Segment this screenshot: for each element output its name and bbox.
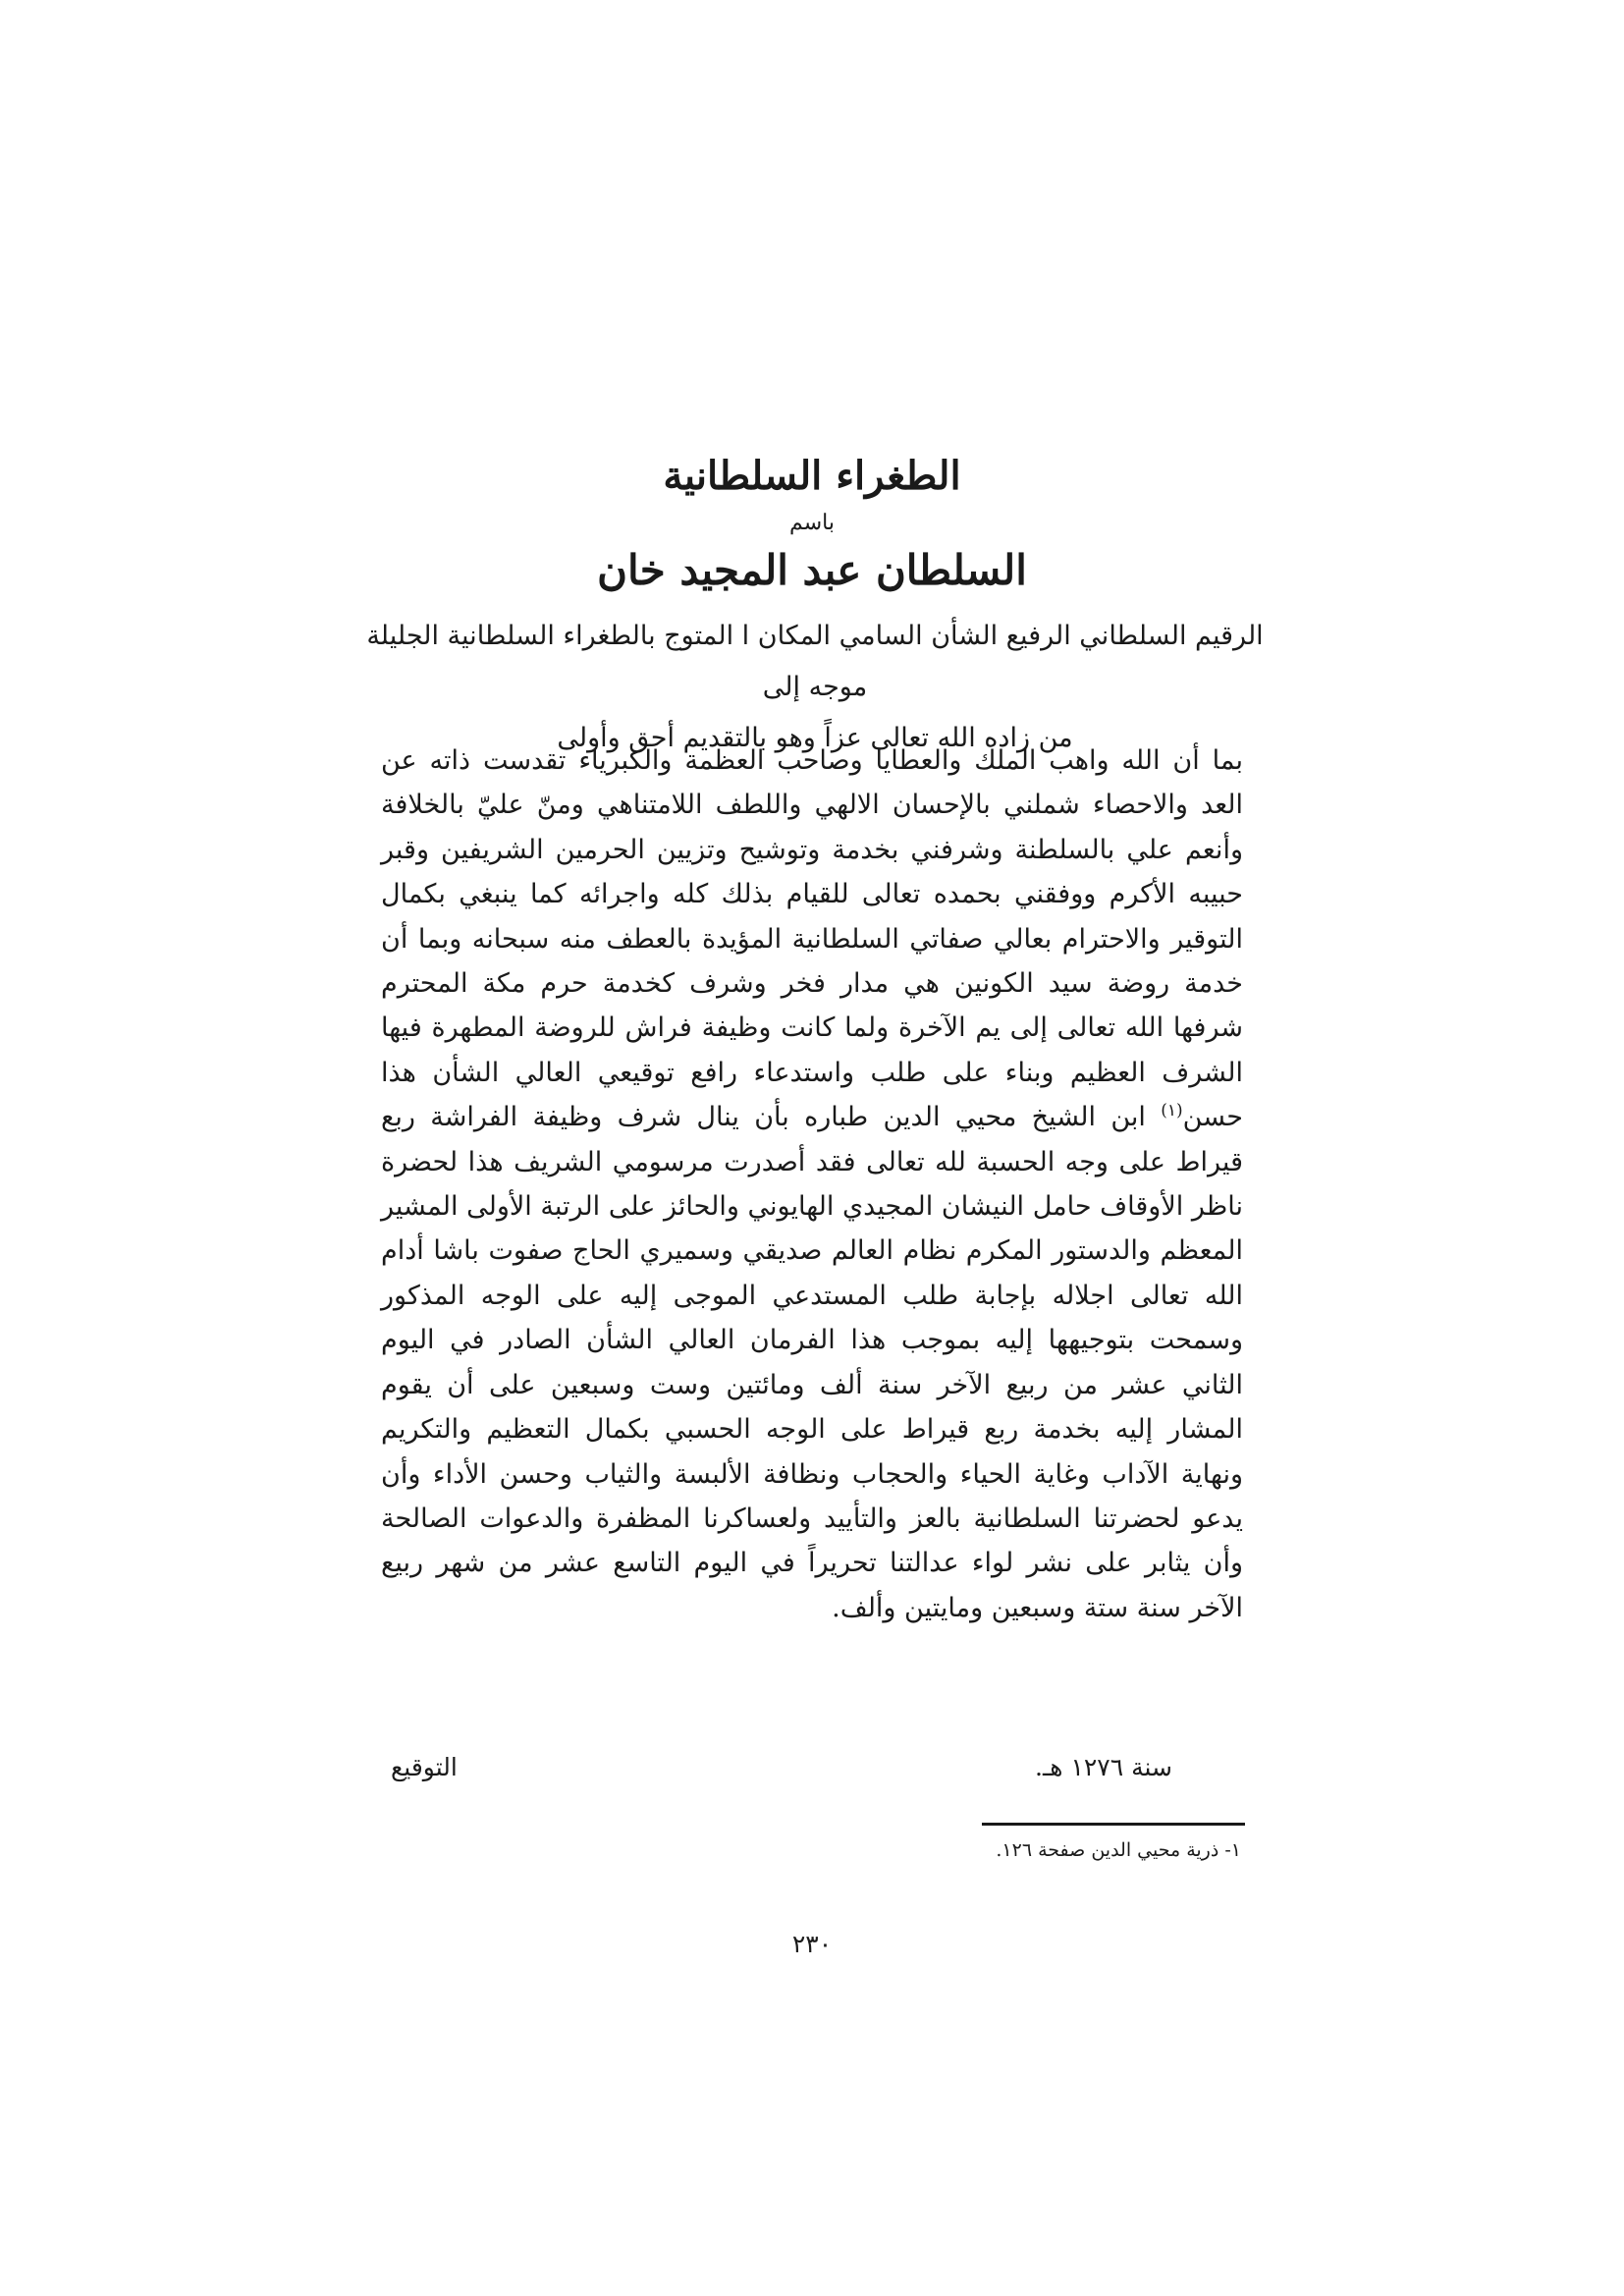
footnote: ١- ذرية محيي الدين صفحة ١٢٦.	[996, 1839, 1241, 1861]
signature-row	[381, 1746, 1243, 1789]
bism-label: باسم	[789, 511, 835, 535]
decree-date: سنة ١٢٧٦ هـ.	[1035, 1753, 1172, 1781]
intro-line-1: الرقيم السلطاني الرفيع الشأن السامي المكان ا المتوج بالطغراء السلطانية الجليلة موجه إلى	[366, 621, 1264, 702]
signature-label: التوقيع	[391, 1753, 458, 1781]
document-title: الطغراء السلطانية	[663, 453, 961, 499]
sultan-name-heading: السلطان عبد المجيد خان	[597, 546, 1027, 594]
decree-text-part-1: بما أن الله واهب الملك والعطايا وصاحب العظمة والكبرياء تقدست ذاته عن العد والاحصاء شملني بالإحسان الالهي واللطف اللامتناهي ومنّ عليّ بالخلافة وأنعم علي بالسلطنة وشرفني بخدمة وتوشيح وتزيين الحرمين الشريفين وقبر حبيبه الأكرم ووفقني بحمده تعالى للقيام بذلك كله واجرائه كما ينبغي بكمال التوقير والاحترام بعالي صفاتي السلطانية المؤيدة بالعطف منه سبحانه وبما أن خدمة روضة سيد الكونين هي مدار فخر وشرف كخدمة حرم مكة المحترم شرفها الله تعالى إلى يم الآخرة ولما كانت وظيفة فراش للروضة المطهرة فيها الشرف العظيم وبناء على طلب واستدعاء رافع توقيعي العالي الشأن هذا حسن	[381, 745, 1243, 1133]
page-number: ٢٣٠	[791, 1930, 833, 1958]
decree-text-part-2: ابن الشيخ محيي الدين طباره بأن ينال شرف وظيفة الفراشة ربع قيراط على وجه الحسبة لله تعالى فقد أصدرت مرسومي الشريف هذا لحضرة ناظر الأوقاف حامل النيشان المجيدي الهايوني والحائز على الرتبة الأولى المشير المعظم والدستور المكرم نظام العالم صديقي وسميري الحاج صفوت باشا أدام الله تعالى اجلاله بإجابة طلب المستدعي الموجى إليه على الوجه المذكور وسمحت بتوجيهها إليه بموجب هذا الفرمان العالي الشأن الصادر في اليوم الثاني عشر من ربيع الآخر سنة ألف ومائتين وست وسبعين على أن يقوم المشار إليه بخدمة ربع قيراط على الوجه الحسبي بكمال التعظيم والتكريم ونهاية الآداب وغاية الحياء والحجاب ونظافة الألبسة والثياب وحسن الأداء وأن يدعو لحضرتنا السلطانية بالعز والتأييد ولعساكرنا المظفرة والدعوات الصالحة وأن يثابر على نشر لواء عدالتنا تحريراً في اليوم التاسع عشر من شهر ربيع الآخر سنة ستة وسبعين ومايتين وألف.	[381, 1102, 1243, 1623]
intro-line-2: من زاده الله تعالى عزاً وهو بالتقديم أحق وأولى	[557, 723, 1073, 753]
footnote-divider	[982, 1823, 1245, 1826]
decree-paragraph	[381, 738, 1243, 1630]
footnote-reference: (١)	[1161, 1101, 1183, 1121]
decree-body	[381, 738, 1243, 1630]
